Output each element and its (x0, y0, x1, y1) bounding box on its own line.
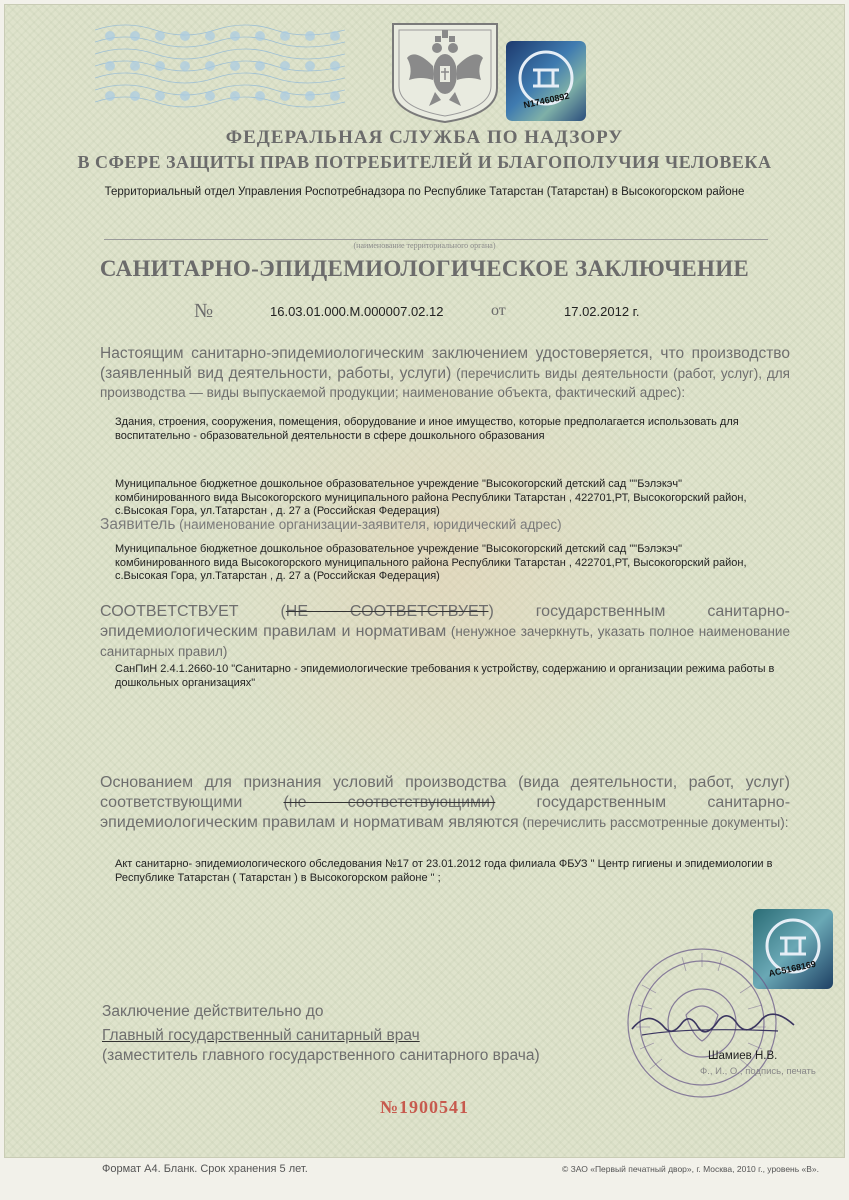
form-serial-number: №1900541 (379, 1097, 470, 1117)
department-rule (104, 239, 768, 240)
basis-text-a: Основанием для признания условий производства (вида деятельности, работ, услуг) соответствующими (100, 774, 790, 811)
complies-word: СООТВЕТСТВУЕТ (100, 603, 239, 620)
territorial-department: Территориальный отдел Управления Роспотребнадзора по Республике Татарстан (Татарстан) в Высокогорском районе (104, 186, 745, 198)
hologram-code-bottom: AC5168169 (767, 958, 817, 979)
signatory-name: Шамиев Н.В. (708, 1050, 778, 1062)
not-complies-struck: НЕ СООТВЕТСТВУЕТ (285, 603, 489, 620)
applicant-label-main: Заявитель (100, 516, 176, 533)
header-line-1: ФЕДЕРАЛЬНАЯ СЛУЖБА ПО НАДЗОРУ (225, 127, 624, 148)
object-description: Здания, строения, сооружения, помещения, оборудование и иное имущество, которые предполагается использовать для воспитательно - образовательной деятельности в сфере дошкольного образования (115, 416, 739, 442)
number-sign: № (194, 300, 214, 322)
certifies-hint: (перечислить виды деятельности (работ, услуг), для производства — виды выпускаемой продукции; наименование объекта, фактический адрес): (100, 365, 790, 400)
basis-hint: (перечислить рассмотренные документы): (518, 815, 789, 830)
compliance-hint: (ненужное зачеркнуть, указать полное наименование санитарных правил) (100, 624, 790, 659)
certifies-paragraph (100, 344, 790, 403)
document-title: САНИТАРНО-ЭПИДЕМИОЛОГИЧЕСКОЕ ЗАКЛЮЧЕНИЕ (99, 256, 750, 281)
signatory-deputy: (заместитель главного государственного санитарного врача) (102, 1047, 540, 1064)
from-label: от (491, 302, 506, 319)
guilloche-pattern (95, 20, 345, 112)
hologram-sticker-top (505, 40, 587, 122)
conclusion-number: 16.03.01.000.М.000007.02.12 (270, 304, 444, 319)
object-address: Муниципальное бюджетное дошкольное образовательное учреждение "Высокогорский детский сад ""Бэлэкэч" комбинированного вида Высокогорского муниципального района Республики Татарстан , 422701,РТ, Высокогорский район, с.Высокая Гора, ул.Татарстан , д. 27 а (Российская Федерация) (115, 478, 747, 517)
footer-printer: © ЗАО «Первый печатный двор», г. Москва, 2010 г., уровень «В». (562, 1164, 820, 1174)
signature (628, 1005, 798, 1045)
header-line-2: В СФЕРЕ ЗАЩИТЫ ПРАВ ПОТРЕБИТЕЛЕЙ И БЛАГОПОЛУЧИЯ ЧЕЛОВЕКА (77, 152, 772, 172)
footer-format: Формат А4. Бланк. Срок хранения 5 лет. (102, 1163, 308, 1175)
signatory-role: Главный государственный санитарный врач (102, 1027, 420, 1044)
signatory-caption: Ф., И., О., подпись, печать (700, 1066, 816, 1077)
validity-label: Заключение действительно до (102, 1003, 324, 1020)
basis-text-b: государственным санитарно-эпидемиологическим правилам и нормативам являются (100, 794, 791, 831)
certifies-text: Настоящим санитарно-эпидемиологическим заключением удостоверяется, что производство (заявленный вид деятельности, работы, услуги) (100, 345, 790, 382)
basis-paragraph (100, 773, 790, 833)
applicant-label (100, 515, 790, 535)
conclusion-date: 17.02.2012 г. (564, 304, 640, 319)
basis-struck: (не соответствующими) (283, 794, 496, 811)
compliance-rest: государственным санитарно-эпидемиологическим правилам и нормативам (100, 603, 790, 640)
compliance-paragraph: СООТВЕТСТВУЕТ (НЕ СООТВЕТСТВУЕТ) государственным санитарно-эпидемиологическим правилам и нормативам (ненужное зачеркнуть, указать полное наименование санитарных правил) (100, 603, 790, 659)
coat-of-arms-emblem (385, 18, 505, 124)
applicant-label-hint: (наименование организации-заявителя, юридический адрес) (175, 517, 562, 532)
applicant-value: Муниципальное бюджетное дошкольное образовательное учреждение "Высокогорский детский сад ""Бэлэкэч" комбинированного вида Высокогорского муниципального района Республики Татарстан , 422701,РТ, Высокогорский район, с.Высокая Гора, ул.Татарстан , д. 27 а (Российская Федерация) (115, 543, 747, 582)
basis-documents: Акт санитарно- эпидемиологического обследования №17 от 23.01.2012 года филиала ФБУЗ " Центр гигиены и эпидемиологии в Республике Татарстан ( Татарстан ) в Высокогорском районе " ; (115, 858, 773, 884)
hologram-code-top: N17460892 (522, 90, 571, 111)
hologram-icon (505, 40, 587, 122)
sanitary-rules: СанПиН 2.4.1.2660-10 "Санитарно - эпидемиологические требования к устройству, содержанию и организации режима работы в дошкольных организациях" (115, 663, 775, 689)
department-caption: (наименование территориального органа) (353, 241, 496, 250)
